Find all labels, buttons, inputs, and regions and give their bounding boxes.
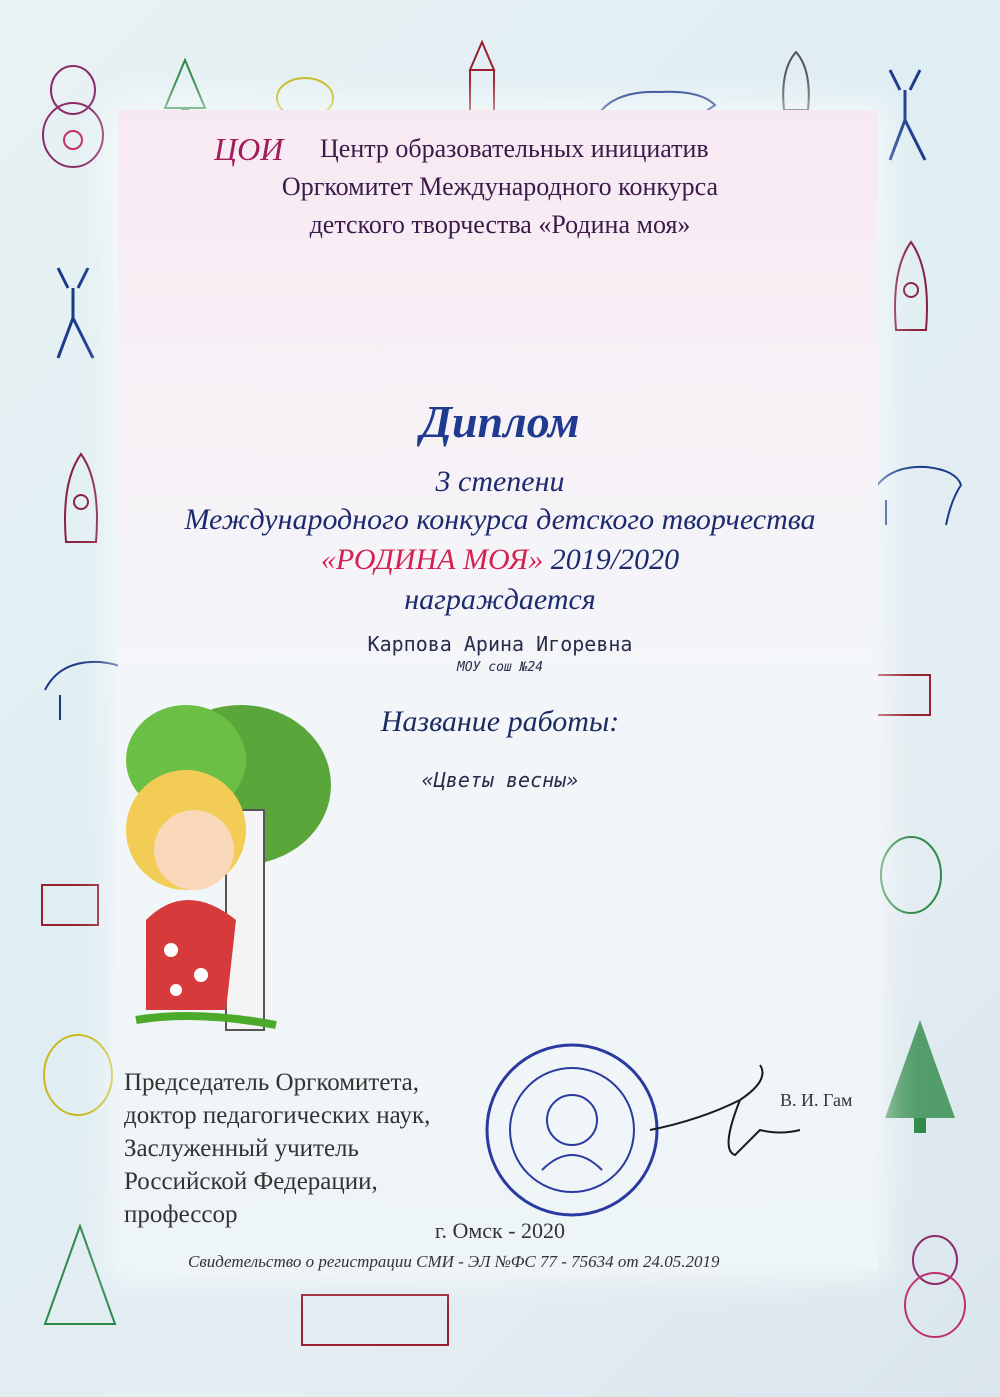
contest-description: Международного конкурса детского творчества bbox=[184, 503, 816, 536]
header bbox=[210, 130, 790, 244]
header-contest: детского творчества «Родина моя» bbox=[309, 210, 691, 239]
contest-name-line bbox=[0, 543, 1000, 577]
kremlin-tower-icon bbox=[462, 40, 502, 120]
deer-icon bbox=[870, 60, 940, 170]
work-title-label: Название работы: bbox=[380, 705, 620, 738]
rocket-icon-right bbox=[886, 240, 936, 360]
diploma-degree: 3 степени bbox=[435, 465, 565, 498]
fir-tree-icon-right bbox=[880, 1018, 960, 1138]
bear-icon-right bbox=[876, 830, 946, 930]
fir-tree-icon bbox=[160, 58, 210, 118]
contest-name: «РОДИНА МОЯ» bbox=[320, 543, 544, 576]
chair-line: Председатель Оргкомитета, bbox=[124, 1069, 420, 1096]
city-year: г. Омск - 2020 bbox=[434, 1218, 566, 1243]
official-stamp bbox=[482, 1040, 662, 1220]
contest-year: 2019/2020 bbox=[550, 543, 680, 576]
chair-line: профессор bbox=[124, 1201, 238, 1228]
diploma-title: Диплом bbox=[420, 396, 580, 447]
registration-info: Свидетельство о регистрации СМИ - ЭЛ №ФС 77 - 75634 от 24.05.2019 bbox=[188, 1252, 720, 1271]
matryoshka-icon bbox=[38, 60, 108, 170]
awarded-label: награждается bbox=[404, 583, 596, 616]
girl-with-birch-illustration bbox=[76, 690, 336, 1050]
header-committee: Оргкомитет Международного конкурса bbox=[281, 172, 719, 201]
header-org-name: Центр образовательных инициатив bbox=[320, 134, 709, 163]
handwritten-signature bbox=[640, 1060, 810, 1170]
kremlin-wall-icon-bottom bbox=[300, 1280, 450, 1350]
chair-line: Российской Федерации, bbox=[124, 1168, 378, 1195]
chair-title bbox=[124, 1066, 430, 1231]
chair-line: Заслуженный учитель bbox=[124, 1135, 359, 1162]
recipient-name: Карпова Арина Игоревна bbox=[367, 632, 633, 656]
work-title: «Цветы весны» bbox=[421, 768, 579, 792]
chair-line: доктор педагогических наук, bbox=[124, 1102, 431, 1129]
signer-name: В. И. Гам bbox=[780, 1090, 853, 1110]
matryoshka-icon-bottom bbox=[900, 1230, 970, 1340]
deer-icon-left bbox=[38, 258, 108, 368]
school-name: МОУ сош №24 bbox=[456, 660, 544, 675]
logo-text: ЦОИ bbox=[214, 131, 284, 167]
